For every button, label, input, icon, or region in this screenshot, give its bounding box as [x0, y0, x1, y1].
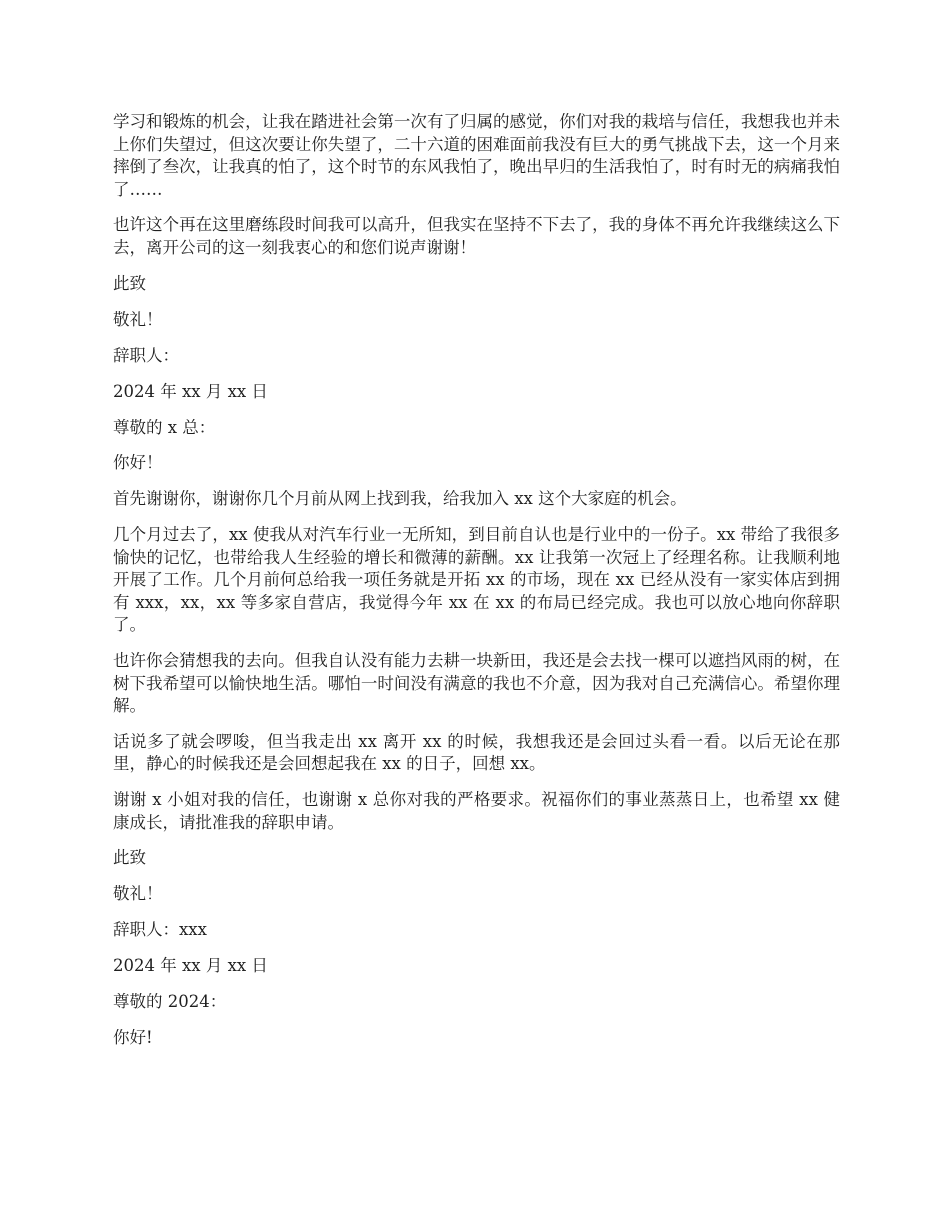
date-line: 2024 年 xx 月 xx 日 — [113, 381, 268, 401]
paragraph-cannot-continue: 也许这个再在这里磨练段时间我可以高升，但我实在坚持不下去了，我的身体不再允许我继续这么下去，离开公司的这一刻我衷心的和您们说声谢谢！ — [113, 215, 840, 257]
closing-jingli-2: 敬礼！ — [113, 884, 163, 904]
paragraph-experience: 几个月过去了，xx 使我从对汽车行业一无所知，到目前自认也是行业中的一份子。xx 带给了我很多愉快的记忆，也带给我人生经验的增长和微薄的薪酬。xx 让我第一次冠上了经理名称。让我顺利地开展了工作。几个月前何总给我一项任务就是开拓 xx 的市场，现在 xx 已经从没有一家实体店到拥有 xxx，xx，xx 等多家自营店，我觉得今年 xx 在 xx 的布局已经完成。我也可以放心地向你辞职了。 — [113, 525, 840, 635]
signature-resigner: 辞职人： — [113, 345, 179, 365]
paragraph-looking-back: 话说多了就会啰唆，但当我走出 xx 离开 xx 的时候，我想我还是会回过头看一看。以后无论在那里，静心的时候我还是会回想起我在 xx 的日子，回想 xx。 — [113, 731, 840, 774]
date-line-2: 2024 年 xx 月 xx 日 — [113, 956, 268, 976]
paragraph-future-plans: 也许你会猜想我的去向。但我自认没有能力去耕一块新田，我还是会去找一棵可以遮挡风雨的树，在树下我希望可以愉快地生活。哪怕一时间没有满意的我也不介意，因为我对自己充满信心。希望你理解。 — [113, 651, 840, 716]
paragraph-final-thanks: 谢谢 x 小姐对我的信任，也谢谢 x 总你对我的严格要求。祝福你们的事业蒸蒸日上，也希望 xx 健康成长，请批准我的辞职申请。 — [113, 790, 840, 832]
document-body — [113, 111, 840, 1063]
closing-cizhi-2: 此致 — [113, 848, 146, 868]
signature-resigner-2: 辞职人：xxx — [113, 920, 207, 940]
salutation: 尊敬的 x 总： — [113, 417, 216, 437]
greeting-2: 你好! — [113, 1028, 153, 1048]
paragraph-thanks: 首先谢谢你，谢谢你几个月前从网上找到我，给我加入 xx 这个大家庭的机会。 — [113, 489, 687, 509]
paragraph-gratitude-and-fears: 学习和锻炼的机会，让我在踏进社会第一次有了归属的感觉，你们对我的栽培与信任，我想我也并未上你们失望过，但这次要让你失望了，二十六道的困难面前我没有巨大的勇气挑战下去，这一个月来摔倒了叁次，让我真的怕了，这个时节的东风我怕了，晚出早归的生活我怕了，时有时无的病痛我怕了…… — [113, 112, 840, 199]
closing-cizhi: 此致 — [113, 273, 146, 293]
closing-jingli: 敬礼！ — [113, 309, 163, 329]
salutation-2: 尊敬的 2024： — [113, 992, 227, 1012]
greeting: 你好！ — [113, 453, 163, 473]
